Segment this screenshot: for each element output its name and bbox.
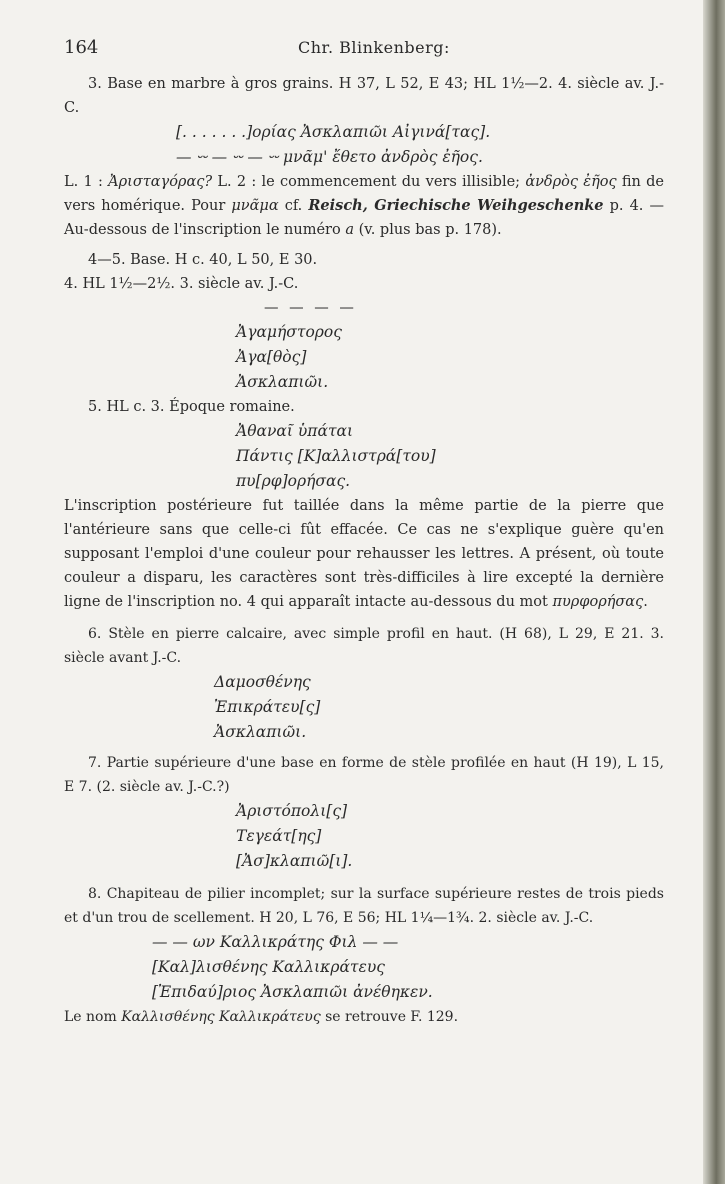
page-header — [64, 30, 664, 62]
inscription-line: — ⏑⏑ — ⏑⏑ — ⏑⏑ μνᾶμ' ἔθετο ἀνδρὸς ἐῆος. — [176, 148, 483, 166]
inscription-line: Ἐπικράτευ[ς] — [214, 698, 321, 716]
entry-3-commentary: L. 1 : Ἀρισταγόρας? L. 2 : le commencement du vers illisible; ἀνδρὸς ἐῆος fin de vers homérique. Pour μνᾶμα cf. Reisch, Griechische Weihgeschenke p. 4. — Au-dessous de l'inscription le numéro a (v. plus bas p. 178). — [64, 174, 665, 238]
entry-8-inscription — [64, 930, 664, 1005]
inscription-line: Δαμοσθένης — [214, 673, 311, 691]
inscription-line: Ἀσκλαπιῶι. — [236, 373, 329, 391]
entry-7-inscription — [64, 799, 664, 874]
inscription-line: [Ἀσ]κλαπιῶ[ι]. — [236, 852, 353, 870]
inscription-line: [. . . . . . .]ορίας Ἀσκλαπιῶι Αἰγινά[τας]. — [176, 123, 491, 141]
entry-8-description: 8. Chapiteau de pilier incomplet; sur la surface supérieure restes de trois pieds et d'un trou de scellement. H 20, L 76, E 56; HL 1¼—1¾. 2. siècle av. J.-C. — [64, 886, 664, 926]
entry-6-description: 6. Stèle en pierre calcaire, avec simple profil en haut. (H 68), L 29, E 21. 3. siècle avant J.-C. — [64, 626, 664, 666]
page — [64, 30, 664, 1031]
entry-7 — [64, 751, 664, 874]
entry-6 — [64, 622, 664, 745]
entry-7-description: 7. Partie supérieure d'une base en forme de stèle profilée en haut (H 19), L 15, E 7. (2. siècle av. J.-C.?) — [64, 755, 664, 795]
inscription-line: Ἀσκλαπιῶι. — [214, 723, 307, 741]
inscription-line: Πάντις [Κ]αλλιστρά[του] — [236, 447, 436, 465]
page-number: 164 — [64, 37, 99, 58]
inscription-line: Ἀθαναῖ ὑπάται — [236, 422, 354, 440]
entry-6-inscription — [64, 670, 664, 745]
inscription-line: πυ[ρφ]ορήσας. — [236, 472, 351, 490]
entry-4-description: 4. HL 1½—2½. 3. siècle av. J.-C. — [64, 276, 299, 292]
inscription-line: Ἀγαμήστορος — [236, 323, 342, 341]
inscription-line: — — ων Καλλικράτης Φιλ — — — [152, 933, 399, 951]
entry-4-5-description: 4—5. Base. H c. 40, L 50, E 30. — [88, 252, 318, 268]
entry-5-description: 5. HL c. 3. Époque romaine. — [88, 399, 295, 415]
entry-3 — [64, 72, 664, 242]
page-edge-shadow — [703, 0, 725, 1184]
inscription-line: Ἀριστόπολι[ς] — [236, 802, 348, 820]
entry-4-5-commentary: L'inscription postérieure fut taillée dans la même partie de la pierre que l'antérieure sans que celle-ci fût effacée. Ce cas ne s'explique guère qu'en supposant l'emploi d'une couleur pour rehausser les lettres. A présent, où toute couleur a disparu, les caractères sont très-difficiles à lire excepté la dernière ligne de l'inscription no. 4 qui apparaît intacte au-dessous du mot πυρφορήσας. — [64, 498, 664, 610]
separator-dashes: — — — — — [264, 300, 357, 316]
entry-8 — [64, 882, 664, 1029]
inscription-line: [Ἐπιδαύ]ριος Ἀσκλαπιῶι ἀνέθηκεν. — [152, 983, 433, 1001]
entry-4-5 — [64, 248, 664, 614]
entry-4-inscription — [64, 320, 664, 395]
inscription-line: Ἀγα[θὸς] — [236, 348, 307, 366]
entry-3-inscription — [64, 120, 664, 170]
entry-8-commentary: Le nom Καλλισθένης Καλλικράτευς se retrouve F. 129. — [64, 1009, 459, 1025]
inscription-line: [Καλ]λισθένης Καλλικράτευς — [152, 958, 385, 976]
running-title: Chr. Blinkenberg: — [298, 38, 450, 57]
entry-3-description: 3. Base en marbre à gros grains. H 37, L 52, E 43; HL 1½—2. 4. siècle av. J.-C. — [64, 76, 664, 116]
inscription-line: Τεγεάτ[ης] — [236, 827, 322, 845]
entry-5-inscription — [64, 419, 664, 494]
